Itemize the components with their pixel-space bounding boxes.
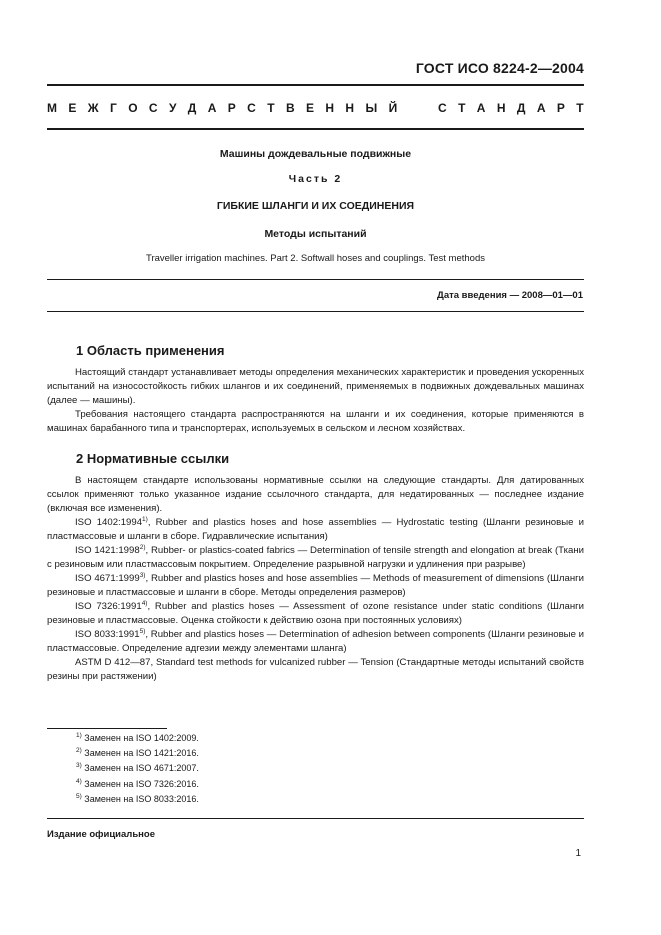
reference-text: , Rubber and plastics hoses — Determination of adhesion between components (Шланги резиновые и пластмассовые. Определение адгезии между элементами шланга) bbox=[47, 629, 584, 654]
footnote-item bbox=[76, 746, 199, 761]
title-letter: Г bbox=[110, 101, 117, 115]
title-letter: А bbox=[476, 101, 486, 115]
header-rule bbox=[47, 84, 584, 86]
title-letter: Е bbox=[305, 101, 314, 115]
title-letter: С bbox=[438, 101, 447, 115]
footnote-item bbox=[76, 777, 199, 792]
reference-footnote-mark: 5) bbox=[139, 627, 146, 635]
footnote-mark: 1) bbox=[76, 732, 82, 739]
reference-code: ISO 7326:1991 bbox=[75, 601, 142, 612]
english-title: Traveller irrigation machines. Part 2. Softwall hoses and couplings. Test methods bbox=[146, 253, 485, 264]
title-letter: Н bbox=[325, 101, 335, 115]
footnote-text: Заменен на ISO 1402:2009. bbox=[84, 733, 199, 743]
reference-text: , Rubber and plastics hoses and hose assemblies — Methods of measurement of dimensions (Шланги резиновые и пластмассовые и шланги в сборе. Методы определения размеров) bbox=[47, 573, 584, 598]
title-letter: Д bbox=[516, 101, 526, 115]
title-letter: У bbox=[168, 101, 177, 115]
title-letter: Р bbox=[556, 101, 565, 115]
footnote-mark: 4) bbox=[76, 777, 82, 785]
reference-item bbox=[47, 628, 584, 656]
title-letter: С bbox=[247, 101, 256, 115]
title-letter: О bbox=[128, 101, 138, 115]
reference-code: ISO 1421:1998 bbox=[75, 545, 140, 556]
reference-code: ISO 1402:1994 bbox=[75, 517, 143, 528]
title-rule bbox=[47, 128, 584, 130]
footnote-item bbox=[76, 731, 199, 746]
page-number: 1 bbox=[575, 848, 581, 859]
reference-text: , Rubber- or plastics-coated fabrics — Determination of tensile strength and elongation at break (Ткани с резиновым или пластмассовым покрытием. Определение разрывной нагрузки и удлинения при разрыве) bbox=[47, 545, 585, 570]
standard-type-title bbox=[47, 101, 584, 115]
reference-code: ISO 4671:1999 bbox=[75, 573, 140, 584]
section-2-body bbox=[47, 474, 584, 684]
reference-footnote-mark: 2) bbox=[139, 543, 146, 551]
section-1-paragraph: Настоящий стандарт устанавливает методы определения механических характеристик и проведения ускоренных испытаний на износостойкость гибких шлангов и их соединений, применяемых в подвижных дождевальных машинах (далее — машины). bbox=[47, 367, 584, 406]
footnote-text: Заменен на ISO 1421:2016. bbox=[84, 748, 199, 759]
footer-rule bbox=[47, 818, 584, 819]
section-2-heading: 2 Нормативные ссылки bbox=[76, 451, 230, 466]
title-letter: А bbox=[207, 101, 217, 115]
title-letter: Ы bbox=[365, 101, 378, 115]
title-letter: С bbox=[148, 101, 158, 115]
reference-item bbox=[47, 656, 584, 684]
footnote-text: Заменен на ISO 7326:2016. bbox=[84, 778, 199, 789]
reference-item bbox=[47, 600, 584, 628]
section-1-heading: 1 Область применения bbox=[76, 343, 225, 358]
reference-footnote-mark: 1) bbox=[142, 515, 148, 523]
footnote-mark: 2) bbox=[76, 747, 82, 755]
title-letter: Т bbox=[576, 101, 584, 115]
reference-item bbox=[47, 544, 584, 572]
title-letter: А bbox=[536, 101, 546, 115]
title-letter: М bbox=[47, 101, 57, 115]
reference-footnote-mark: 3) bbox=[139, 571, 146, 579]
title-letter: Н bbox=[496, 101, 506, 115]
title-letter: Н bbox=[345, 101, 355, 115]
footnote-text: Заменен на ISO 8033:2016. bbox=[84, 793, 199, 804]
part-label: Часть 2 bbox=[288, 173, 343, 185]
date-rule-bottom bbox=[47, 311, 584, 312]
reference-text: , Standard test methods for vulcanized rubber — Tension (Стандартные методы испытаний свойств резины при растяжении) bbox=[47, 657, 584, 682]
section-2-intro: В настоящем стандарте использованы нормативные ссылки на следующие стандарты. Для датированных ссылок применяют только указанное издание ссылочного стандарта, для недатированных — последнее издание (включая все изменения). bbox=[47, 475, 584, 514]
title-letter: Е bbox=[68, 101, 77, 115]
section-1-paragraph: Требования настоящего стандарта распространяются на шланги и их соединения, которые применяются в машинах барабанного типа и транспортерах, используемых в сельском и лесном хозяйствах. bbox=[47, 409, 584, 434]
footnote-mark: 5) bbox=[76, 792, 82, 800]
reference-text: , Rubber and plastics hoses and hose assemblies — Hydrostatic testing (Шланги резиновые и пластмассовые и шланги в сборе. Гидравлические испытания) bbox=[47, 517, 584, 542]
title-letter: Д bbox=[187, 101, 197, 115]
title-letter bbox=[423, 101, 426, 115]
reference-footnote-mark: 4) bbox=[141, 599, 148, 607]
reference-code: ASTM D 412—87 bbox=[75, 657, 151, 668]
methods-label: Методы испытаний bbox=[264, 228, 367, 240]
title-letter: Т bbox=[458, 101, 466, 115]
title-letter: Р bbox=[227, 101, 236, 115]
date-of-introduction: Дата введения — 2008—01—01 bbox=[437, 290, 583, 301]
footnote-mark: 3) bbox=[76, 762, 82, 770]
document-title: Машины дождевальные подвижные bbox=[219, 148, 412, 160]
footnote-text: Заменен на ISO 4671:2007. bbox=[84, 763, 199, 774]
title-letter: Т bbox=[267, 101, 275, 115]
date-rule bbox=[47, 279, 584, 280]
footnote-rule bbox=[47, 728, 167, 729]
title-letter: В bbox=[285, 101, 295, 115]
edition-label: Издание официальное bbox=[47, 829, 155, 840]
title-letter: Й bbox=[388, 101, 398, 115]
section-1-body bbox=[47, 366, 584, 436]
document-number: ГОСТ ИСО 8224-2—2004 bbox=[415, 60, 584, 76]
title-letter: Ж bbox=[87, 101, 99, 115]
reference-text: , Rubber and plastics hoses — Assessment of ozone resistance under static conditions (Шланги резиновые и пластмассовые. Оценка стойкости к действию озона при постоянных условиях) bbox=[47, 601, 585, 626]
reference-item bbox=[47, 516, 584, 544]
footnote-item bbox=[76, 761, 199, 776]
footnote-item bbox=[76, 792, 199, 807]
reference-code: ISO 8033:1991 bbox=[75, 629, 140, 640]
footnotes bbox=[76, 731, 199, 807]
reference-item bbox=[47, 572, 584, 600]
title-letter bbox=[409, 101, 412, 115]
document-subtitle: ГИБКИЕ ШЛАНГИ И ИХ СОЕДИНЕНИЯ bbox=[216, 200, 415, 212]
